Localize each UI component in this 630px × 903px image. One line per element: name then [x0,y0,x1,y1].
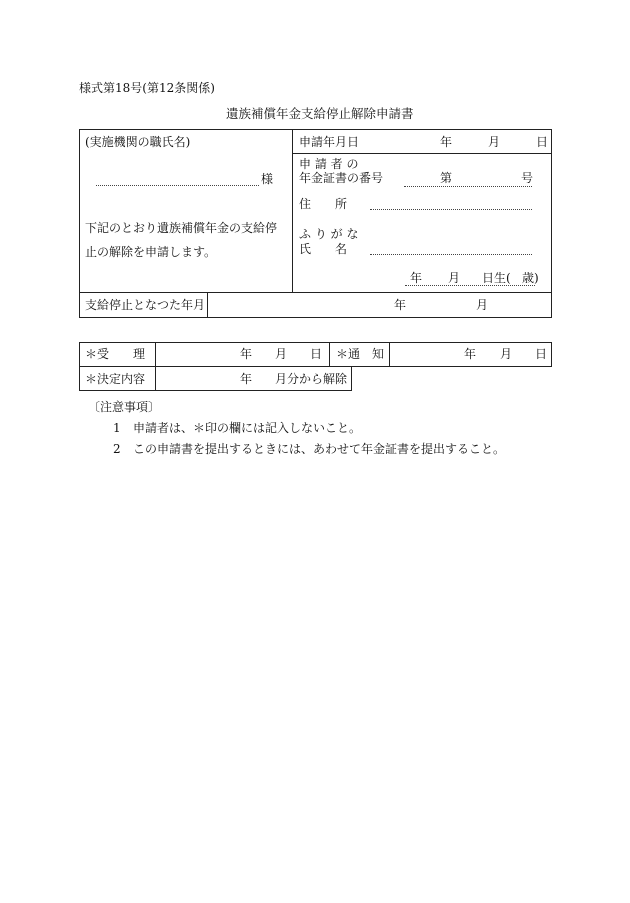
agency-name-field[interactable] [96,185,259,186]
birth-day-born: 日生( [482,271,511,285]
name-field[interactable] [370,254,532,255]
row-divider [292,153,552,154]
cert-number-field[interactable] [404,186,532,187]
address-label: 住 所 [299,197,348,211]
application-date-year: 年 [440,135,453,149]
received-day: 日 [310,347,323,361]
column-divider [207,292,208,318]
note-1-number: 1 [113,421,121,435]
honorific: 様 [261,172,274,186]
application-date-day: 日 [536,135,549,149]
received-month: 月 [275,347,288,361]
furigana-label: ふ り が な [299,227,359,241]
application-date-label: 申請年月日 [299,135,360,149]
form-number: 様式第18号(第12条関係) [79,81,215,95]
form-title: 遺族補償年金支給停止解除申請書 [226,106,414,121]
row-divider [79,292,552,293]
suspension-month: 月 [476,298,489,312]
request-text-line2: 止の解除を申請します。 [85,245,217,259]
request-text-line1: 下記のとおり遺族補償年金の支給停 [85,221,278,235]
note-2-text: この申請書を提出するときには、あわせて年金証書を提出すること。 [133,442,506,456]
cert-go: 号 [521,171,534,185]
suspension-label: 支給停止となつた年月 [85,298,206,312]
birth-date-field[interactable] [405,285,535,286]
note-1-text: 申請者は、＊印の欄には記入しないこと。 [133,421,362,435]
cert-label-line1: 申 請 者 の [299,157,359,171]
cert-dai: 第 [440,171,453,185]
notes-heading: 〔注意事項〕 [88,400,161,414]
birth-month: 月 [448,271,461,285]
application-date-month: 月 [488,135,501,149]
cert-label-line2: 年金証書の番号 [299,171,384,185]
notice-label: ＊通 知 [336,347,385,361]
notice-month: 月 [500,347,513,361]
birth-year: 年 [410,271,423,285]
received-label: ＊受 理 [85,347,146,361]
decision-label: ＊決定内容 [85,372,146,386]
suspension-year: 年 [394,298,407,312]
name-label: 氏 名 [299,242,348,256]
decision-year: 年 [240,372,253,386]
address-field[interactable] [370,209,532,210]
column-divider [389,342,390,367]
received-year: 年 [240,347,253,361]
birth-age: 歳) [522,271,539,285]
column-divider [155,342,156,391]
agency-label: (実施機関の職氏名) [85,135,191,149]
note-2-number: 2 [113,442,121,456]
column-divider [329,342,330,367]
notice-year: 年 [464,347,477,361]
decision-text: 月分から解除 [275,372,348,386]
notice-day: 日 [535,347,548,361]
